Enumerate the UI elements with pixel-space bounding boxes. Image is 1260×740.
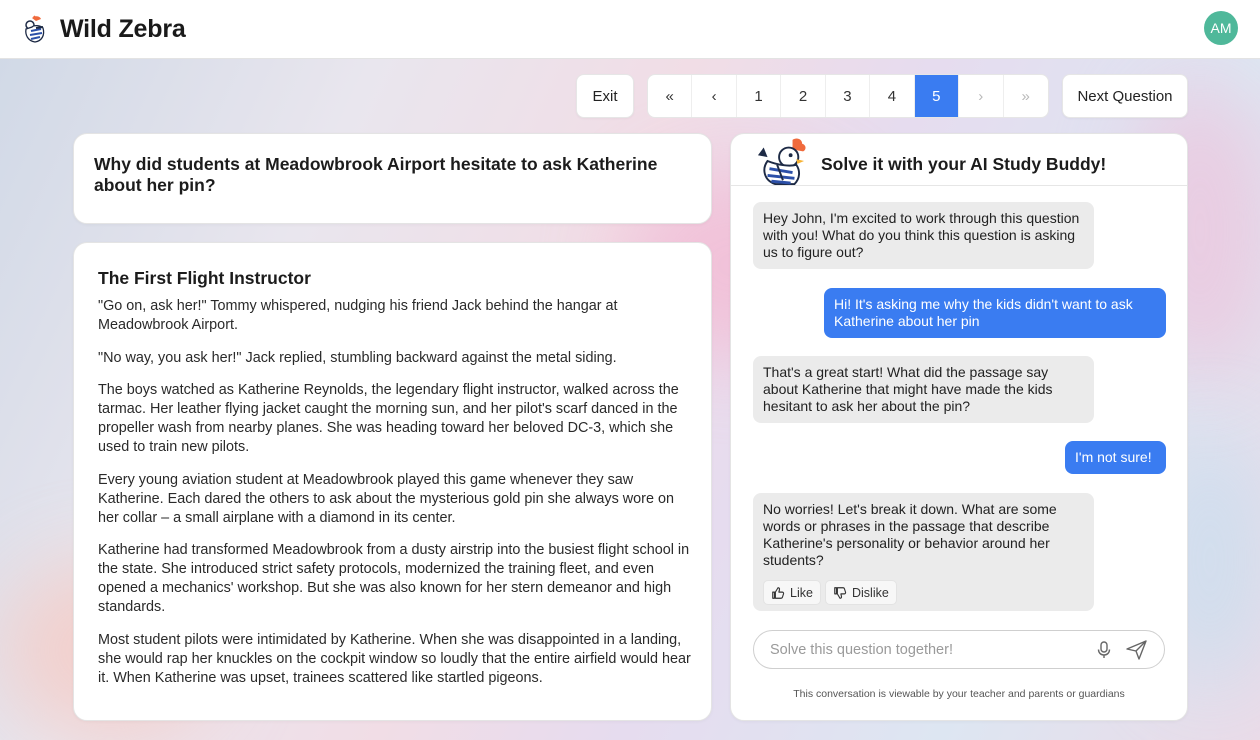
passage-title: The First Flight Instructor	[98, 268, 311, 288]
question-pagination	[647, 74, 1049, 118]
assistant-message-text: No worries! Let's break it down. What are some words or phrases in the passage that describe Katherine's personality or behavior around her students?	[763, 501, 1057, 568]
page-4-button[interactable]: 4	[870, 75, 914, 117]
passage-paragraph: Every young aviation student at Meadowbrook played this game whenever they saw Katherine. Each dared the others to ask about the mysterious gold pin she always wore on her collar – a small airplane with a diamond in its center.	[98, 471, 674, 526]
thumbs-up-icon	[771, 586, 785, 600]
like-label: Like	[790, 585, 813, 600]
chat-title: Solve it with your AI Study Buddy!	[821, 154, 1107, 174]
page-5-button[interactable]: 5	[915, 75, 959, 117]
passage-body	[98, 297, 694, 702]
passage-paragraph: Most student pilots were intimidated by Katherine. When she was disappointed in a landing, she would rap her knuckles on the cockpit window so loudly that the entire airfield would hear it. When Katherine was upset, trainees scattered like startled pigeons.	[98, 631, 691, 686]
page-2-button[interactable]: 2	[781, 75, 825, 117]
dislike-button[interactable]	[825, 580, 897, 605]
exit-button[interactable]: Exit	[576, 74, 634, 118]
assistant-message: That's a great start! What did the passage say about Katherine that might have made the kids hesitant to ask her about the pin?	[753, 356, 1094, 423]
user-avatar[interactable]: AM	[1204, 11, 1238, 45]
next-page-button[interactable]: ›	[959, 75, 1003, 117]
chat-input-bar	[753, 630, 1165, 669]
passage-paragraph: Katherine had transformed Meadowbrook from a dusty airstrip into the busiest flight school in the state. She introduced strict safety protocols, modernized the training fleet, and even opened a mechanics' workshop. But she was also known for her stern demeanor and high standards.	[98, 542, 690, 616]
user-message: I'm not sure!	[1065, 441, 1166, 474]
zebra-logo-icon[interactable]	[22, 15, 48, 43]
ai-study-buddy-panel	[730, 133, 1188, 721]
brand-name: Wild Zebra	[60, 14, 186, 43]
thumbs-down-icon	[833, 586, 847, 600]
passage-paragraph: "Go on, ask her!" Tommy whispered, nudging his friend Jack behind the hangar at Meadowbrook Airport.	[98, 298, 618, 333]
like-button[interactable]	[763, 580, 821, 605]
page-1-button[interactable]: 1	[737, 75, 781, 117]
question-card	[73, 133, 712, 224]
previous-page-button[interactable]: ‹	[692, 75, 736, 117]
chat-input[interactable]	[770, 642, 1096, 658]
microphone-icon[interactable]	[1096, 641, 1112, 659]
user-message: Hi! It's asking me why the kids didn't want to ask Katherine about her pin	[824, 288, 1166, 338]
passage-paragraph: "No way, you ask her!" Jack replied, stumbling backward against the metal siding.	[98, 349, 617, 366]
study-buddy-mascot-icon	[753, 136, 809, 186]
passage-paragraph: The boys watched as Katherine Reynolds, the legendary flight instructor, walked across the tarmac. Her leather flying jacket caught the morning sun, and her pilot's scarf danced in the propeller wash from nearby planes. She was heading toward her beloved DC-3, which she used to train new pilots.	[98, 382, 679, 456]
send-icon[interactable]	[1126, 640, 1148, 660]
chat-header	[731, 134, 1187, 186]
dislike-label: Dislike	[852, 585, 889, 600]
assistant-message: Hey John, I'm excited to work through this question with you! What do you think this question is asking us to figure out?	[753, 202, 1094, 269]
last-page-button[interactable]: »	[1021, 87, 1030, 105]
next-question-button[interactable]: Next Question	[1062, 74, 1188, 118]
question-text: Why did students at Meadowbrook Airport hesitate to ask Katherine about her pin?	[94, 154, 658, 195]
page-3-button[interactable]: 3	[826, 75, 870, 117]
passage-card	[73, 242, 712, 721]
first-page-button[interactable]: «	[648, 75, 692, 117]
privacy-footnote: This conversation is viewable by your teacher and parents or guardians	[793, 688, 1125, 700]
top-bar	[0, 0, 1260, 59]
